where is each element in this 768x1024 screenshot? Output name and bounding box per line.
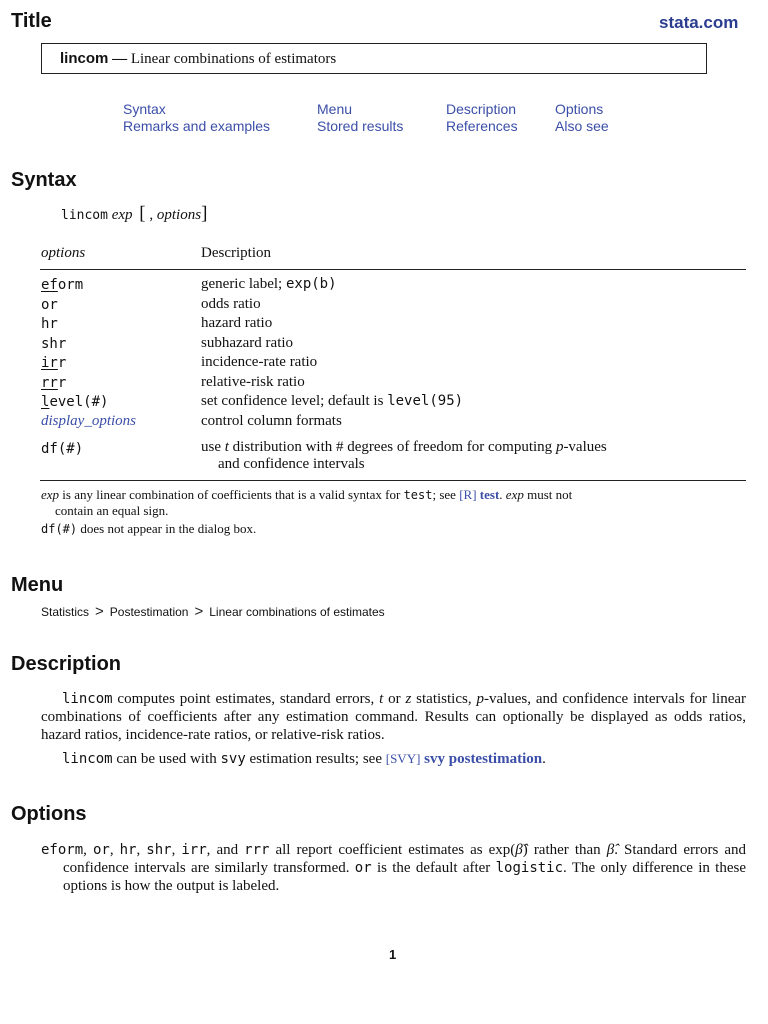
description-col-header: Description	[201, 245, 271, 261]
option-description: odds ratio	[201, 296, 261, 312]
df-desc-c: -values	[563, 439, 607, 455]
opt-sep3: ,	[136, 842, 147, 858]
option-description	[201, 393, 463, 410]
opt-sep2: ,	[109, 842, 120, 858]
opt-beta-hat-2: β̂	[606, 842, 615, 858]
table-top-rule	[40, 269, 746, 270]
nav-menu-link[interactable]: Menu	[317, 101, 353, 117]
option-abbrev: ir	[41, 355, 58, 371]
desc-p2-c: .	[542, 751, 546, 767]
syntax-options: options	[156, 207, 202, 223]
title-command: lincom	[60, 50, 109, 67]
df-desc-a: use	[201, 439, 225, 455]
desc-p1-or: or	[383, 691, 406, 707]
option-description: hazard ratio	[201, 315, 273, 331]
nav-also-see-link[interactable]: Also see	[555, 118, 609, 134]
note-exp2: exp	[505, 487, 524, 502]
option-name	[41, 394, 108, 410]
note-a: is any linear combination of coefficients that is a valid syntax for	[59, 487, 404, 502]
opt-sep1: ,	[83, 842, 93, 858]
note-cont: contain an equal sign.	[55, 503, 169, 518]
title-description: Linear combinations of estimators	[130, 51, 337, 67]
menu-sep-1: >	[95, 603, 104, 620]
opt-text-c: . Standard errors and confidence intervals are similarly transformed.	[63, 842, 747, 876]
options-paragraph	[41, 841, 746, 895]
menu-path-statistics[interactable]: Statistics	[41, 605, 90, 619]
opt-logistic: logistic	[495, 860, 564, 876]
description-paragraph-2	[41, 750, 746, 768]
note-d: must not	[523, 487, 573, 502]
opt-or: or	[92, 842, 110, 858]
option-description-text: generic label;	[201, 276, 286, 292]
option-description: subhazard ratio	[201, 335, 294, 351]
nav-description-link[interactable]: Description	[446, 101, 517, 117]
desc-p2-a: can be used with	[112, 751, 221, 767]
syntax-heading: Syntax	[11, 169, 77, 191]
desc-p1-z: z	[405, 691, 412, 707]
note-ref-test-link[interactable]: test	[479, 487, 500, 502]
page-section-title: Title	[11, 10, 52, 32]
option-abbrev: ef	[41, 277, 58, 293]
note2-df: df(#)	[41, 522, 78, 536]
opt-text-e: . The only difference in these options is how the output is labeled.	[63, 860, 747, 894]
note-c: .	[499, 487, 506, 502]
desc-p2-svy: svy	[220, 751, 246, 767]
description-heading: Description	[11, 653, 122, 675]
nav-options-link[interactable]: Options	[555, 101, 604, 117]
description-paragraph-1	[41, 690, 746, 744]
opt-text-d: is the default after	[371, 860, 496, 876]
note-ref-r[interactable]: [R]	[459, 487, 477, 502]
desc-p1-b: statistics,	[411, 691, 477, 707]
nav-references-link[interactable]: References	[446, 118, 518, 134]
option-abbrev: rr	[41, 375, 58, 391]
option-rest: shr	[41, 336, 67, 352]
opt-sep5: , and	[206, 842, 245, 858]
note-exp: exp	[41, 487, 60, 502]
option-rest: r	[57, 375, 67, 391]
menu-path-linear-combinations[interactable]: Linear combinations of estimates	[209, 605, 385, 619]
opt-hr: hr	[119, 842, 137, 858]
df-desc-t: t	[224, 439, 229, 455]
title-dash: —	[112, 51, 128, 67]
syntax-note-exp	[41, 487, 681, 519]
title-box	[41, 43, 707, 74]
nav-syntax-link[interactable]: Syntax	[123, 101, 166, 117]
desc-p1-a: computes point estimates, standard errors,	[112, 691, 380, 707]
option-description-code: level(95)	[387, 393, 464, 409]
page-number: 1	[389, 947, 397, 962]
table-bottom-rule	[40, 480, 746, 481]
option-rest: hr	[41, 316, 58, 332]
desc-p2-cmd: lincom	[62, 751, 113, 767]
option-rest: r	[57, 355, 67, 371]
note2-text: does not appear in the dialog box.	[77, 521, 257, 536]
syntax-note-df	[41, 521, 256, 537]
option-abbrev: l	[41, 394, 50, 410]
option-rest: or	[41, 297, 58, 313]
opt-eform: eform	[41, 842, 84, 858]
desc-p1-p: p	[476, 691, 484, 707]
desc-p1-c: -values, and confidence intervals for linear combinations of coefficients after any estimation command. Results can optionally be displayed as odds ratios, hazard ratios, incidence-rate ratios, or relative-risk ratios.	[41, 691, 747, 743]
desc-p2-b: estimation results; see	[245, 751, 386, 767]
syntax-exp: exp	[111, 207, 133, 223]
opt-beta-hat: β̂	[515, 842, 523, 858]
option-name	[41, 316, 58, 332]
option-rest: orm	[57, 277, 84, 293]
df-desc-p: p	[555, 439, 564, 455]
desc-p2-ref-svy[interactable]: [SVY]	[385, 751, 421, 766]
syntax-rbracket: ]	[201, 203, 208, 224]
syntax-comma: ,	[149, 207, 154, 223]
menu-path-postestimation[interactable]: Postestimation	[109, 605, 189, 619]
option-name	[41, 336, 66, 352]
opt-rrr: rrr	[244, 842, 270, 858]
opt-text-b: ) rather than	[522, 842, 607, 858]
nav-remarks-link[interactable]: Remarks and examples	[123, 118, 271, 134]
option-description: relative-risk ratio	[201, 374, 305, 390]
opt-sep4: ,	[171, 842, 182, 858]
desc-p2-svy-postestimation-link[interactable]: svy postestimation	[424, 751, 543, 767]
opt-text-a: all report coefficient estimates as exp(	[269, 842, 516, 858]
df-desc-cont: and confidence intervals	[218, 456, 365, 472]
option-name	[41, 355, 66, 371]
nav-stored-results-link[interactable]: Stored results	[317, 118, 404, 134]
syntax-lbracket: [	[139, 203, 146, 224]
note-test: test	[403, 488, 433, 502]
df-desc-b: distribution with # degrees of freedom for computing	[228, 439, 556, 455]
options-col-header: options	[41, 245, 86, 261]
desc-p1-cmd: lincom	[62, 691, 113, 707]
option-description-code: exp(b)	[285, 276, 337, 292]
option-description	[201, 276, 337, 293]
option-name	[41, 277, 83, 293]
option-description: control column formats	[201, 413, 342, 429]
menu-sep-2: >	[194, 603, 204, 620]
option-rest: evel(#)	[49, 394, 109, 410]
note-b: ; see	[432, 487, 460, 502]
stata-brand-link[interactable]: stata.com	[659, 13, 739, 32]
option-description-text: set confidence level; default is	[201, 393, 388, 409]
option-df: df(#)	[41, 441, 84, 457]
syntax-command: lincom	[61, 208, 108, 223]
menu-path	[41, 603, 385, 620]
options-heading: Options	[11, 803, 87, 825]
opt-or-default: or	[354, 860, 372, 876]
option-display-options-link[interactable]: display_options	[41, 413, 137, 429]
opt-shr: shr	[146, 842, 172, 858]
option-description: incidence-rate ratio	[201, 354, 318, 370]
option-name	[41, 297, 58, 313]
option-name	[41, 375, 66, 391]
option-df-description	[201, 439, 607, 473]
syntax-line	[61, 203, 207, 225]
opt-irr: irr	[181, 842, 207, 858]
menu-heading: Menu	[11, 574, 64, 596]
desc-p1-t: t	[379, 691, 384, 707]
